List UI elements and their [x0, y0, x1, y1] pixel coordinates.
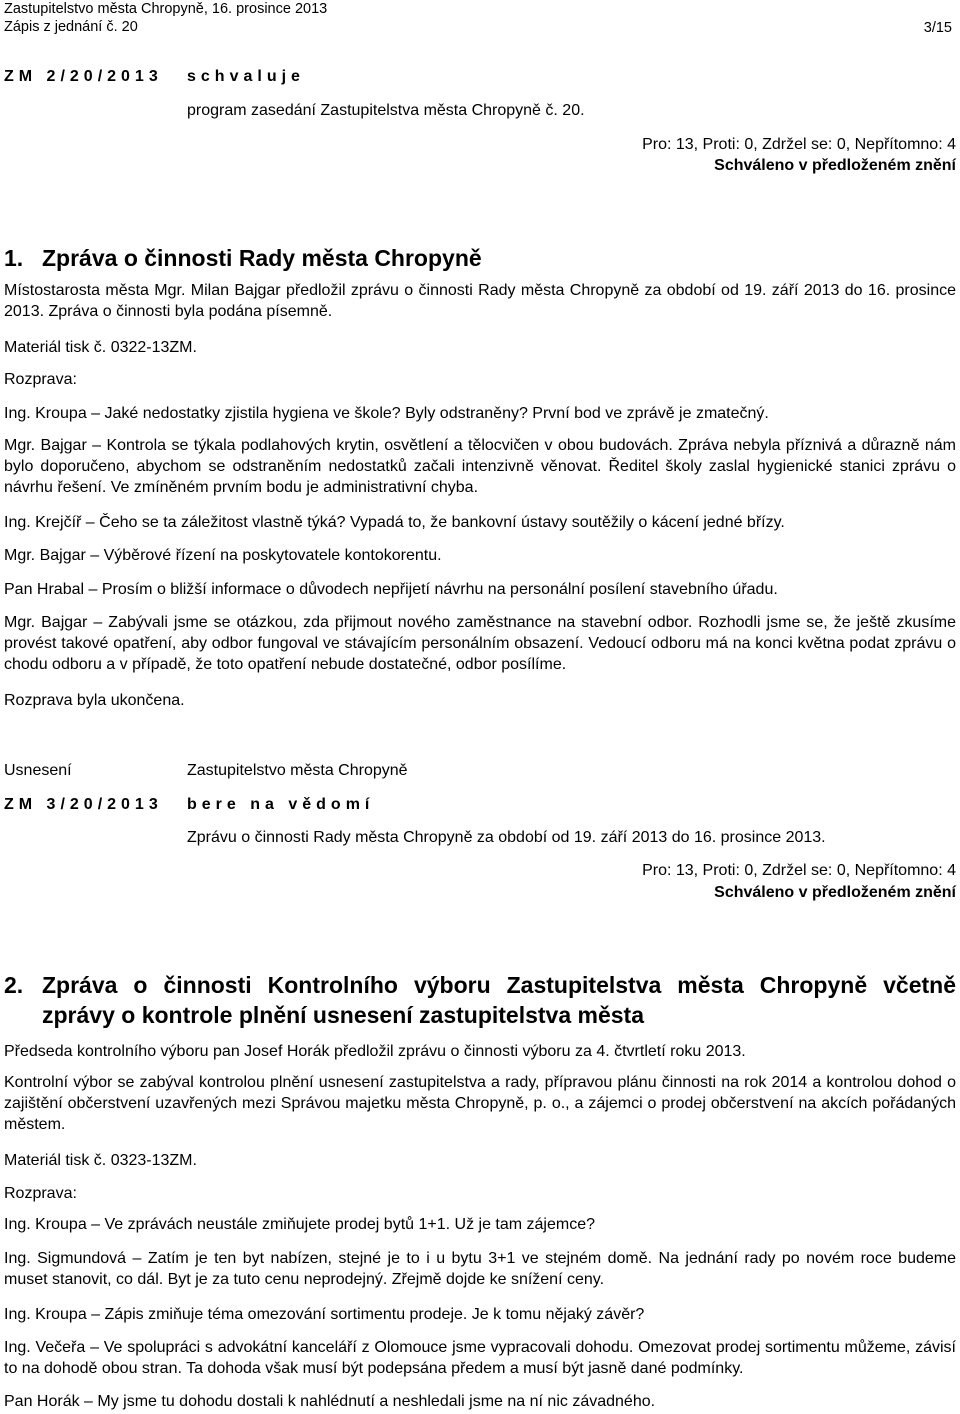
section-title: Zpráva o činnosti Kontrolního výboru Zastupitelstva města Chropyně včetně zprávy o kontrole plnění usnesení zastupitelstva města: [42, 972, 956, 1028]
material-ref: Materiál tisk č. 0323-13ZM.: [4, 1152, 197, 1169]
discussion-item: Ing. Kroupa – Jaké nedostatky zjistila hygiena ve škole? Byly odstraněny? První bod ve zprávě je zmatečný.: [4, 405, 769, 422]
discussion-label: Rozprava:: [4, 1185, 77, 1202]
resolution-text: Zprávu o činnosti Rady města Chropyně za období od 19. září 2013 do 16. prosince 2013.: [187, 829, 826, 846]
discussion-item: Ing. Sigmundová – Zatím je ten byt nabízen, stejné je to i u bytu 3+1 ve stejném domě. Na jednání rady po novém roce budeme muset stanovit, co dál. Byt je za tuto cenu neprodejný. Zřejmě dojde ke snížení ceny.: [4, 1250, 956, 1288]
discussion-item: Ing. Krejčíř – Čeho se ta záležitost vlastně týká? Vypadá to, že bankovní ústavy soutěžily o kácení jedné břízy.: [4, 514, 785, 531]
material-ref: Materiál tisk č. 0322-13ZM.: [4, 339, 197, 356]
vote-result: Pro: 13, Proti: 0, Zdržel se: 0, Nepřítomno: 4: [642, 862, 956, 879]
discussion-item: Mgr. Bajgar – Kontrola se týkala podlahových krytin, osvětlení a tělocvičen v obou budovách. Zpráva nebyla příznivá a důrazně nám bylo doporučeno, abychom se odstraněním nedostatků začali intenzivně věnovat. Ředitel školy zaslal hygienické stanici zprávu o návrhu řešení. Ve zmíněném prvním bodu je administrativní chyba.: [4, 437, 956, 496]
discussion-item: Ing. Kroupa – Zápis zmiňuje téma omezování sortimentu prodeje. Je k tomu nějaký závěr?: [4, 1306, 645, 1323]
resolution-text: program zasedání Zastupitelstva města Chropyně č. 20.: [187, 102, 585, 119]
discussion-item: Ing. Kroupa – Ve zprávách neustále zmiňujete prodej bytů 1+1. Už je tam zájemce?: [4, 1216, 596, 1233]
header-title: Zastupitelstvo města Chropyně, 16. prosince 2013: [4, 1, 328, 17]
discussion-item: Pan Hrabal – Prosím o bližší informace o důvodech nepřijetí návrhu na personální posílení stavebního úřadu.: [4, 581, 778, 598]
page-number: 3/15: [923, 20, 952, 36]
section-number: 1.: [4, 245, 24, 271]
discussion-item: Ing. Večeřa – Ve spolupráci s advokátní kanceláří z Olomouce jsme vypracovali dohodu. Omezovat prodej sortimentu můžeme, závisí to na dohodě obou stran. Ta dohoda však musí být podepsána předem a musí být jasně dané podmínky.: [4, 1339, 956, 1377]
section-intro: Kontrolní výbor se zabýval kontrolou plnění usnesení zastupitelstva a rady, přípravou plánu činnosti na rok 2014 a kontrolou dohod o zajištění občerstvení uzavřených mezi Správou majetku města Chropyně, p. o., a zájemci o prodej občerstvení na akcích pořádaných městem.: [4, 1074, 956, 1133]
approval-status: Schváleno v předloženém znění: [714, 884, 956, 901]
approval-status: Schváleno v předloženém znění: [714, 157, 956, 174]
discussion-item: Mgr. Bajgar – Výběrové řízení na poskytovatele kontokorentu.: [4, 547, 442, 564]
header-subtitle: Zápis z jednání č. 20: [4, 19, 138, 35]
section-heading: [4, 970, 956, 1032]
section-intro: Předseda kontrolního výboru pan Josef Horák předložil zprávu o činnosti výboru za 4. čtvrtletí roku 2013.: [4, 1043, 746, 1060]
resolution-verb: schvaluje: [187, 68, 305, 85]
section-intro: Místostarosta města Mgr. Milan Bajgar předložil zprávu o činnosti Rady města Chropyně za období od 19. září 2013 do 16. prosince 2013. Zpráva o činnosti byla podána písemně.: [4, 282, 956, 320]
discussion-closed: Rozprava byla ukončena.: [4, 692, 185, 709]
resolution-id: ZM 2/20/2013: [4, 68, 163, 85]
resolution-label: Usnesení: [4, 762, 72, 779]
discussion-item: Mgr. Bajgar – Zabývali jsme se otázkou, zda přijmout nového zaměstnance na stavební odbor. Rozhodli jsme se, že ještě zkusíme provést takové opatření, aby odbor fungoval ve stávajícím personálním obsazení. Vedoucí odboru má na konci května podat zprávu o chodu odboru a v případě, že toto opatření nebude dostatečné, odbor posílíme.: [4, 614, 956, 673]
resolution-body: Zastupitelstvo města Chropyně: [187, 762, 408, 779]
discussion-label: Rozprava:: [4, 371, 77, 388]
section-title: Zpráva o činnosti Rady města Chropyně: [42, 245, 482, 271]
resolution-id: ZM 3/20/2013: [4, 796, 163, 813]
discussion-item: Pan Horák – My jsme tu dohodu dostali k nahlédnutí a neshledali jsme na ní nic závadného.: [4, 1393, 656, 1410]
section-number: 2.: [4, 972, 24, 998]
vote-result: Pro: 13, Proti: 0, Zdržel se: 0, Nepřítomno: 4: [642, 136, 956, 153]
resolution-verb: bere na vědomí: [187, 796, 375, 813]
